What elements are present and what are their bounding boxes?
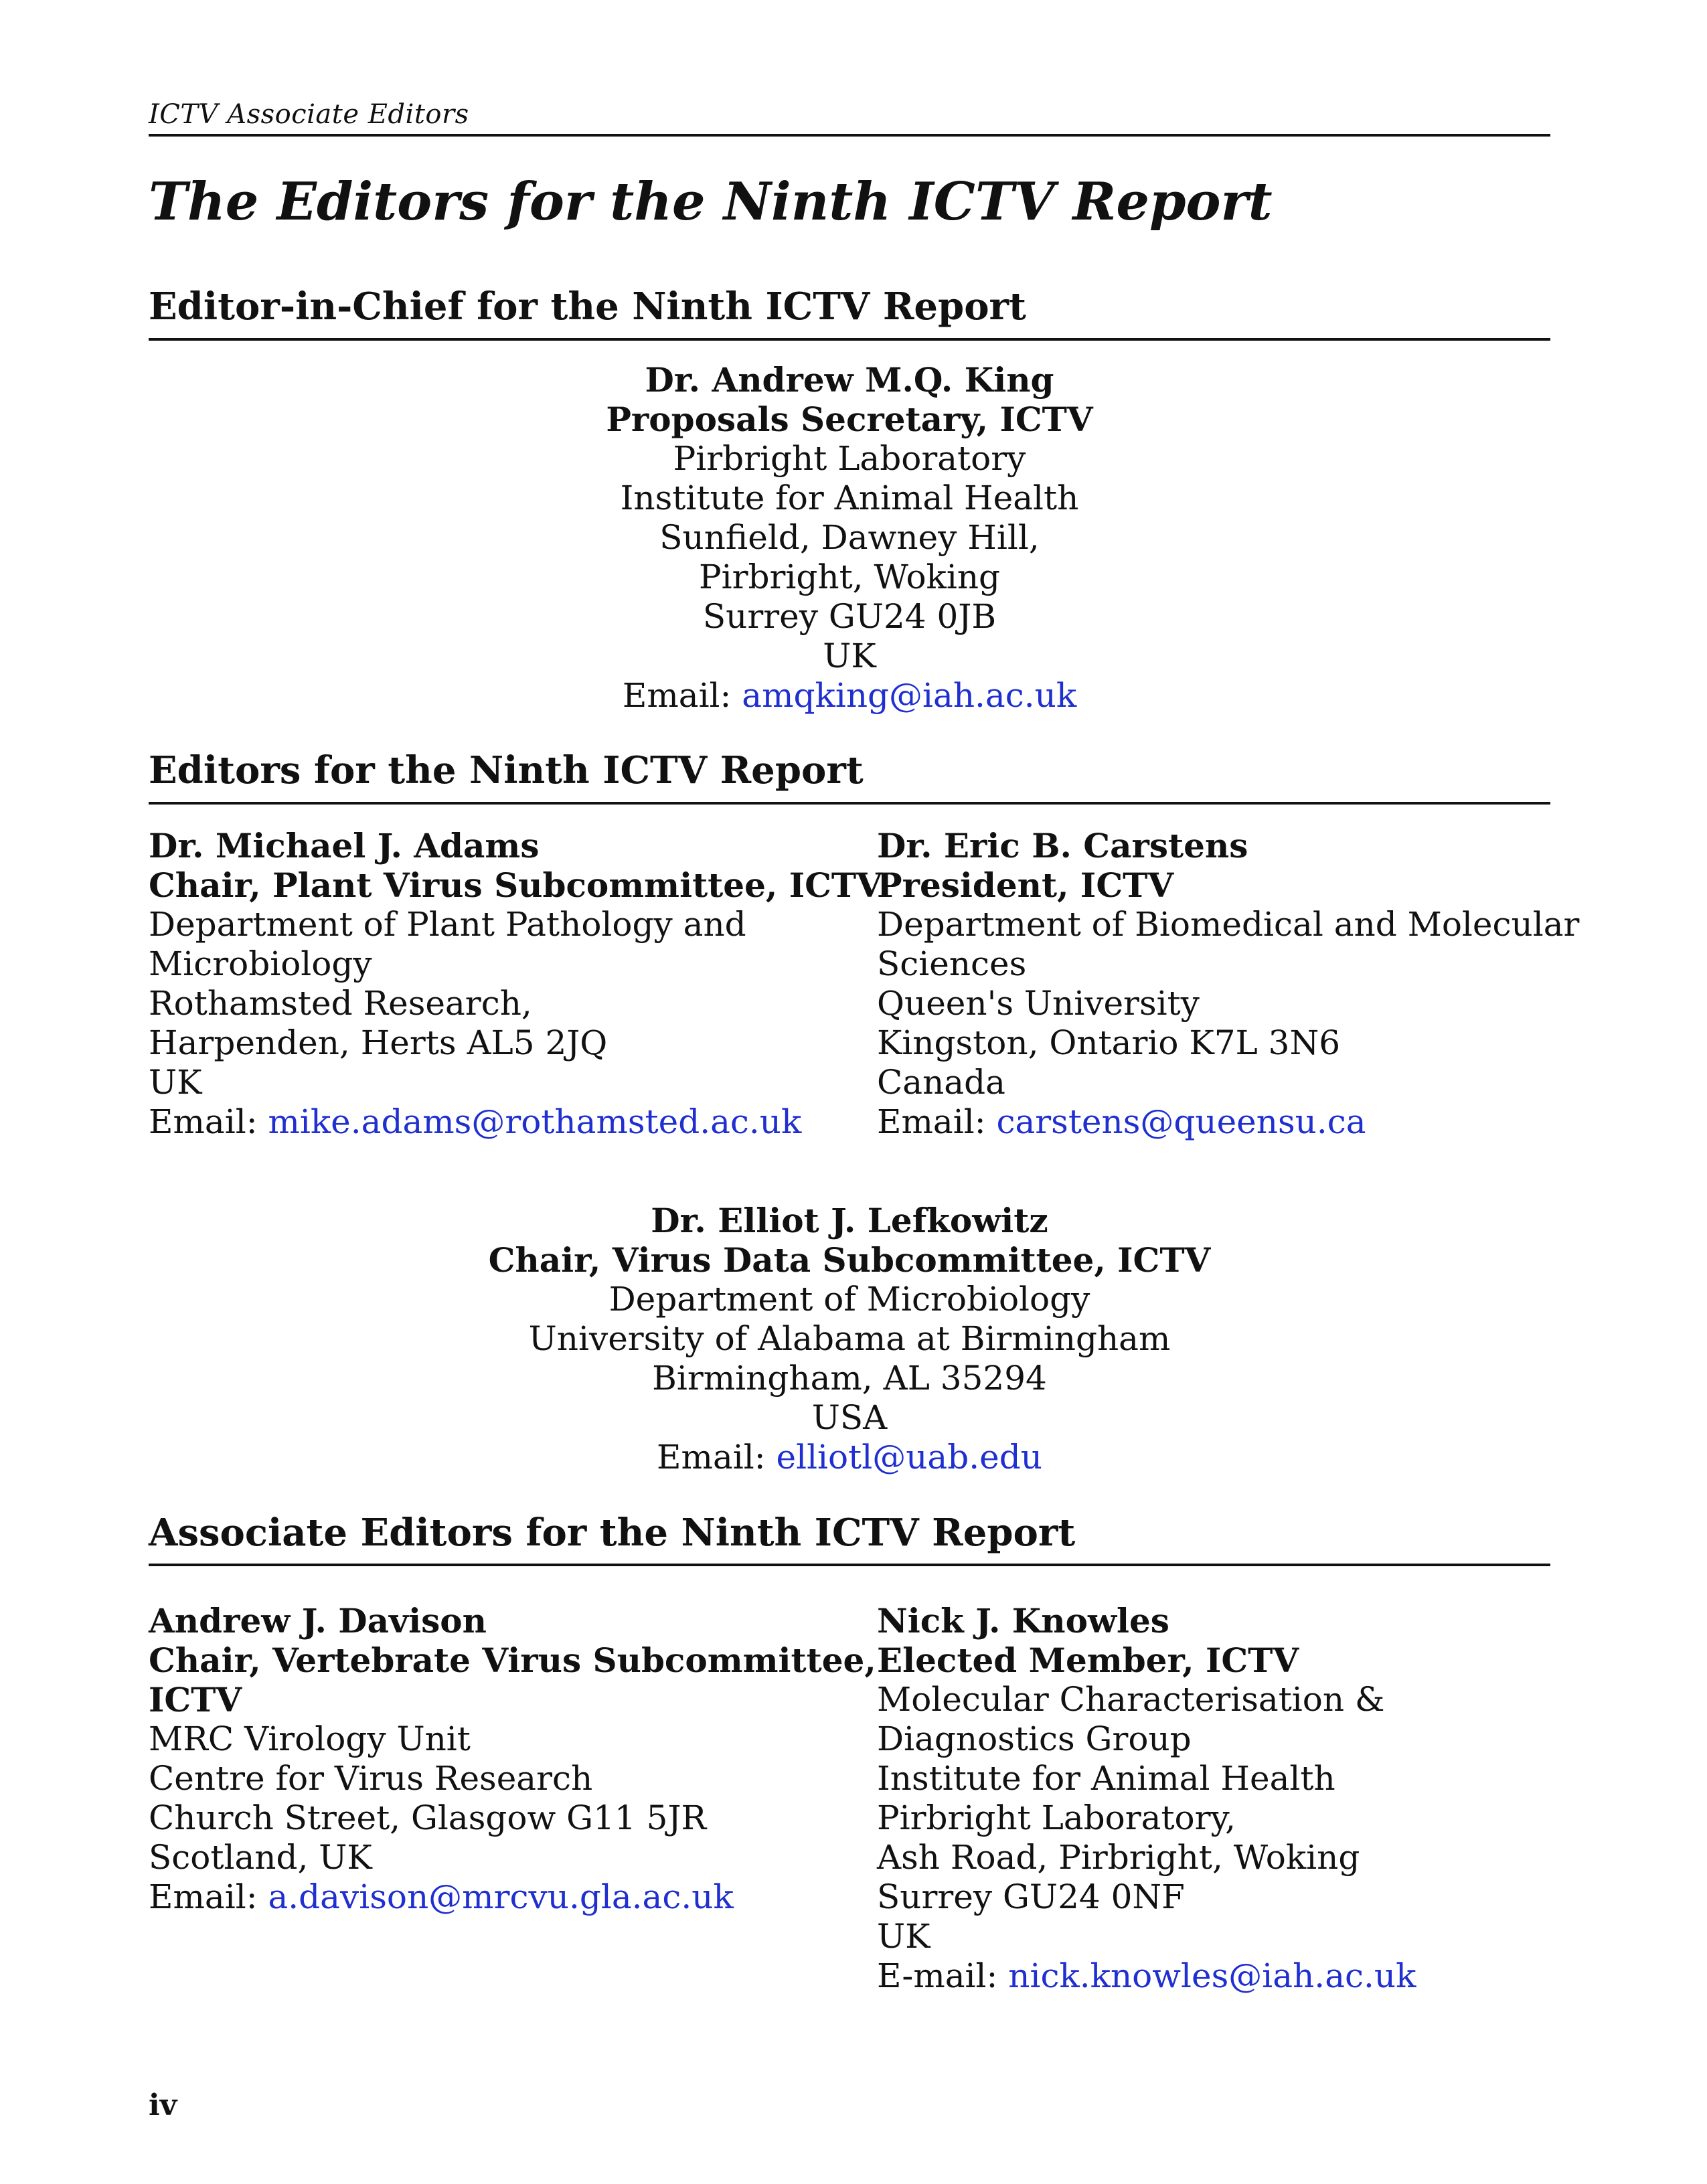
section-rule [149,338,1550,341]
running-head-rule [149,134,1550,137]
email-line [149,1877,851,1917]
address-line: Microbiology [149,944,372,983]
section-rule [149,1564,1550,1566]
email-line [877,1956,1550,1996]
email-line [877,1102,1550,1142]
editor-name: Dr. Elliot J. Lefkowitz [651,1201,1048,1240]
address-line: Centre for Virus Research [149,1759,593,1798]
editor-name: Dr. Andrew M.Q. King [645,360,1054,400]
email-link[interactable]: nick.knowles@iah.ac.uk [1008,1956,1416,1995]
address-line: Sunfield, Dawney Hill, [659,518,1040,557]
email-line [149,1438,1550,1477]
address-line: Diagnostics Group [877,1719,1192,1758]
editor-role: ICTV [149,1680,242,1719]
address-line: Pirbright Laboratory [673,439,1026,478]
address-line: Pirbright, Woking [698,558,1001,596]
editor-role: Elected Member, ICTV [877,1641,1299,1680]
address-line: Department of Microbiology [608,1280,1090,1319]
editor-entry-lefkowitz [149,1201,1550,1477]
address-line: Harpenden, Herts AL5 2JQ [149,1023,608,1062]
editor-name: Dr. Eric B. Carstens [877,826,1248,865]
email-label: Email: [877,1102,997,1141]
address-line: Birmingham, AL 35294 [652,1359,1047,1398]
email-link[interactable]: carstens@queensu.ca [996,1102,1366,1141]
address-line: Institute for Animal Health [620,479,1079,517]
email-label: E-mail: [877,1956,1009,1995]
email-label: Email: [149,1102,268,1141]
editor-role: Chair, Virus Data Subcommittee, ICTV [488,1240,1211,1280]
email-link[interactable]: elliotl@uab.edu [776,1438,1042,1477]
address-line: Department of Plant Pathology and [149,905,746,944]
address-line: UK [823,637,876,675]
editor-role: President, ICTV [877,865,1174,905]
section-rule [149,802,1550,805]
email-link[interactable]: mike.adams@rothamsted.ac.uk [268,1102,802,1141]
editor-name: Nick J. Knowles [877,1601,1169,1641]
editor-role: Proposals Secretary, ICTV [606,400,1093,439]
address-line: Institute for Animal Health [877,1759,1335,1798]
editor-role: Chair, Vertebrate Virus Subcommittee, [149,1641,876,1680]
section-heading-associate-editors: Associate Editors for the Ninth ICTV Report [149,1511,1076,1555]
address-line: Scotland, UK [149,1838,372,1877]
address-line: Church Street, Glasgow G11 5JR [149,1798,707,1837]
editor-role: Chair, Plant Virus Subcommittee, ICTV [149,865,882,905]
page-title: The Editors for the Ninth ICTV Report [149,171,1273,232]
email-label: Email: [149,1877,268,1916]
email-label: Email: [622,676,742,715]
address-line: Surrey GU24 0JB [702,597,997,636]
section-heading-editor-in-chief: Editor-in-Chief for the Ninth ICTV Report [149,284,1026,329]
email-line [149,676,1550,716]
address-line: Queen's University [877,984,1200,1023]
address-line: Rothamsted Research, [149,984,532,1023]
email-label: Email: [657,1438,777,1477]
address-line: Pirbright Laboratory, [877,1798,1236,1837]
address-line: Department of Biomedical and Molecular [877,905,1580,944]
address-line: Molecular Characterisation & [877,1680,1385,1719]
section-heading-editors: Editors for the Ninth ICTV Report [149,748,864,792]
editor-entry-carstens [877,826,1580,1142]
associate-editor-entry-knowles [877,1601,1550,1996]
address-line: Surrey GU24 0NF [877,1877,1185,1916]
address-line: UK [877,1917,930,1956]
address-line: UK [149,1063,202,1102]
address-line: USA [811,1398,888,1437]
email-line [149,1102,851,1142]
editor-entry-adams [149,826,882,1142]
address-line: University of Alabama at Birmingham [528,1319,1171,1358]
address-line: Canada [877,1063,1005,1102]
email-link[interactable]: a.davison@mrcvu.gla.ac.uk [268,1877,734,1916]
address-line: MRC Virology Unit [149,1719,471,1758]
email-link[interactable]: amqking@iah.ac.uk [742,676,1077,715]
address-line: Kingston, Ontario K7L 3N6 [877,1023,1341,1062]
editor-name: Andrew J. Davison [149,1601,487,1641]
editor-in-chief-entry [149,360,1550,716]
running-head: ICTV Associate Editors [149,99,469,130]
associate-editor-entry-davison [149,1601,876,1917]
address-line: Sciences [877,944,1027,983]
address-line: Ash Road, Pirbright, Woking [877,1838,1360,1877]
page-number: iv [149,2088,177,2122]
editor-name: Dr. Michael J. Adams [149,826,540,865]
